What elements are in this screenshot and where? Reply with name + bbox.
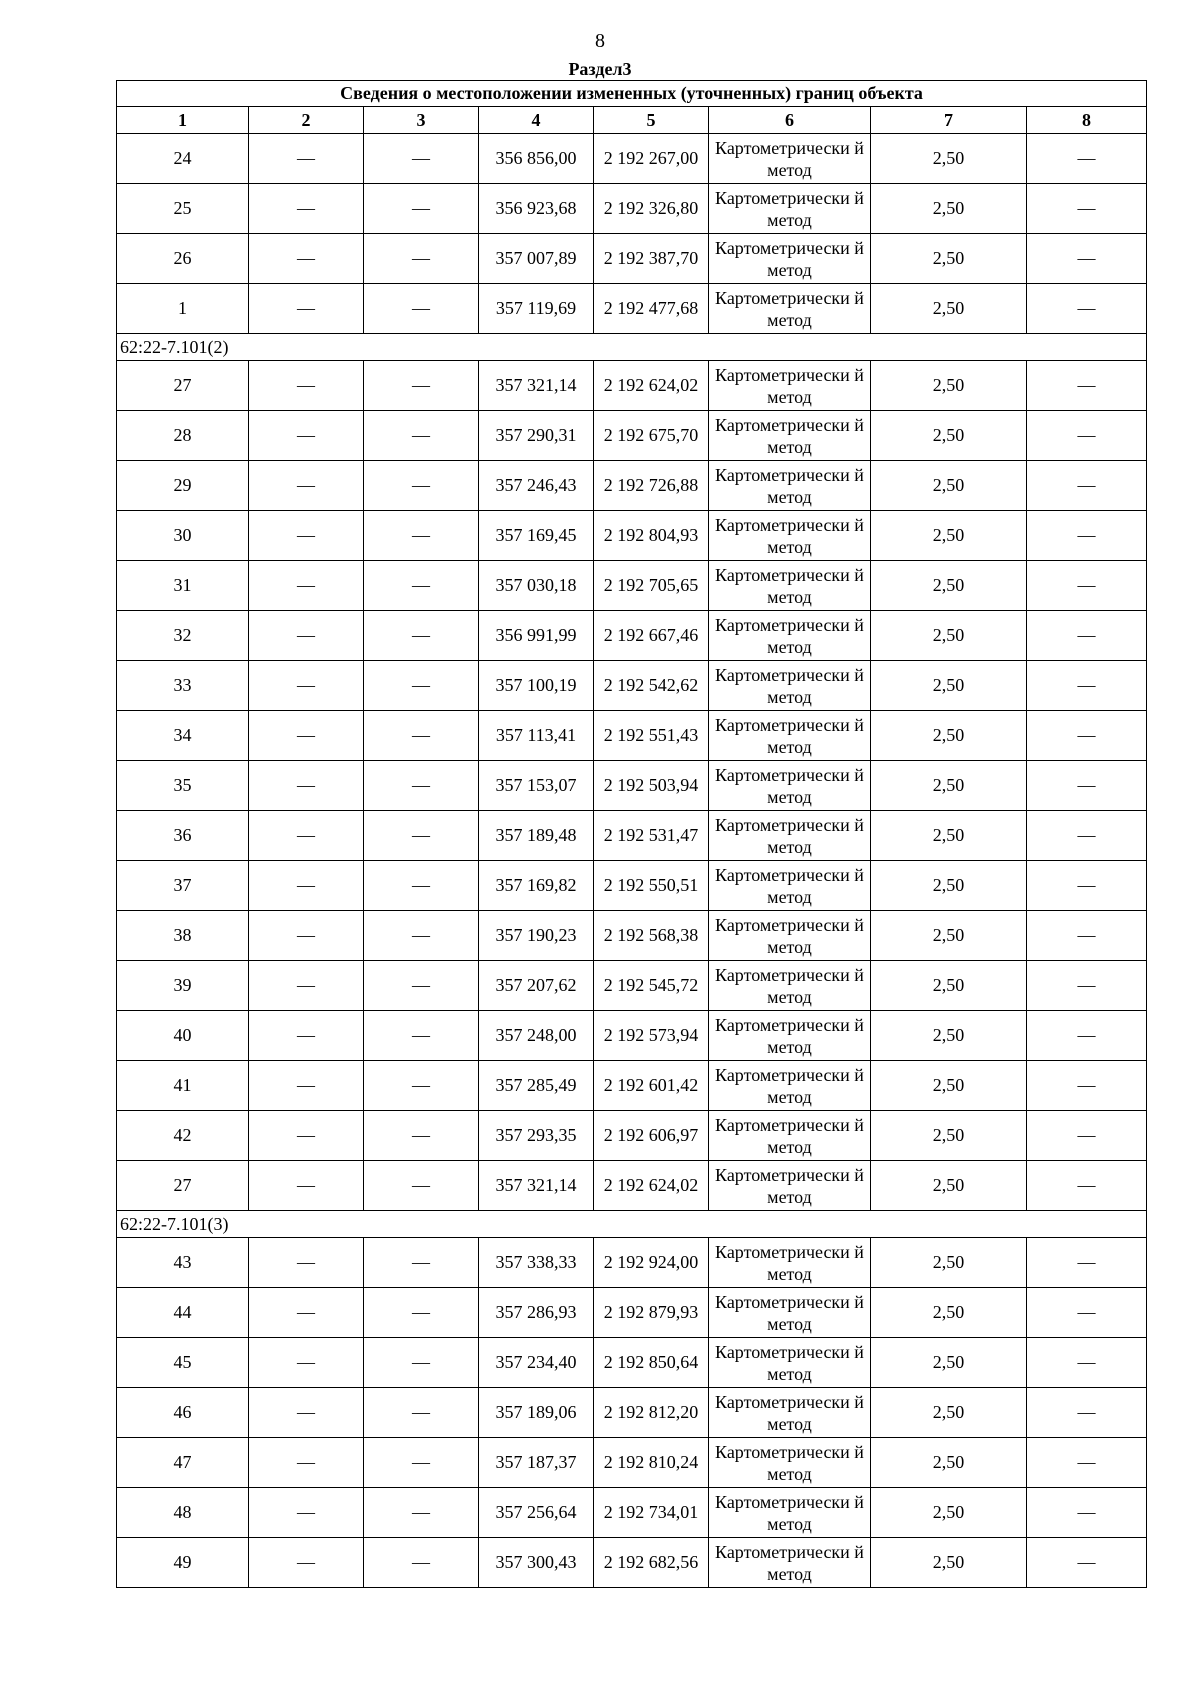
table-row [117, 134, 1147, 184]
x-coordinate-cell: 357 290,31 [479, 411, 594, 461]
y-coordinate-cell: 2 192 503,94 [594, 761, 709, 811]
col8-cell: — [1027, 1111, 1147, 1161]
method-cell: Картометрически й метод [709, 711, 871, 761]
col3-cell: — [364, 761, 479, 811]
col3-cell: — [364, 511, 479, 561]
table-caption: Сведения о местоположении измененных (уточненных) границ объекта [117, 81, 1147, 107]
col3-cell: — [364, 1238, 479, 1288]
col3-cell: — [364, 1388, 479, 1438]
point-number-cell: 46 [117, 1388, 249, 1438]
col3-cell: — [364, 661, 479, 711]
method-cell: Картометрически й метод [709, 1011, 871, 1061]
accuracy-cell: 2,50 [871, 911, 1027, 961]
accuracy-cell: 2,50 [871, 461, 1027, 511]
col2-cell: — [249, 561, 364, 611]
accuracy-cell: 2,50 [871, 1488, 1027, 1538]
table-row [117, 961, 1147, 1011]
point-number-cell: 43 [117, 1238, 249, 1288]
point-number-cell: 44 [117, 1288, 249, 1338]
accuracy-cell: 2,50 [871, 811, 1027, 861]
x-coordinate-cell: 357 189,48 [479, 811, 594, 861]
col2-cell: — [249, 1238, 364, 1288]
col3-cell: — [364, 1011, 479, 1061]
col2-cell: — [249, 761, 364, 811]
table-row [117, 761, 1147, 811]
col8-cell: — [1027, 461, 1147, 511]
col8-cell: — [1027, 1388, 1147, 1438]
col2-cell: — [249, 611, 364, 661]
col2-cell: — [249, 1111, 364, 1161]
y-coordinate-cell: 2 192 624,02 [594, 361, 709, 411]
method-cell: Картометрически й метод [709, 411, 871, 461]
col3-cell: — [364, 1338, 479, 1388]
accuracy-cell: 2,50 [871, 1238, 1027, 1288]
col8-cell: — [1027, 134, 1147, 184]
col3-cell: — [364, 861, 479, 911]
point-number-cell: 24 [117, 134, 249, 184]
table-row [117, 1488, 1147, 1538]
column-header: 7 [871, 107, 1027, 134]
method-cell: Картометрически й метод [709, 961, 871, 1011]
x-coordinate-cell: 357 153,07 [479, 761, 594, 811]
y-coordinate-cell: 2 192 705,65 [594, 561, 709, 611]
point-number-cell: 31 [117, 561, 249, 611]
accuracy-cell: 2,50 [871, 1011, 1027, 1061]
col8-cell: — [1027, 1161, 1147, 1211]
x-coordinate-cell: 357 169,45 [479, 511, 594, 561]
page-number: 8 [595, 30, 605, 52]
accuracy-cell: 2,50 [871, 761, 1027, 811]
col2-cell: — [249, 1011, 364, 1061]
y-coordinate-cell: 2 192 810,24 [594, 1438, 709, 1488]
x-coordinate-cell: 357 113,41 [479, 711, 594, 761]
table-body [117, 134, 1147, 1588]
method-cell: Картометрически й метод [709, 1161, 871, 1211]
column-header: 2 [249, 107, 364, 134]
table-row [117, 561, 1147, 611]
y-coordinate-cell: 2 192 326,80 [594, 184, 709, 234]
y-coordinate-cell: 2 192 924,00 [594, 1238, 709, 1288]
y-coordinate-cell: 2 192 804,93 [594, 511, 709, 561]
method-cell: Картометрически й метод [709, 284, 871, 334]
table-row [117, 1238, 1147, 1288]
col3-cell: — [364, 1061, 479, 1111]
col3-cell: — [364, 411, 479, 461]
table-row [117, 611, 1147, 661]
col8-cell: — [1027, 711, 1147, 761]
col3-cell: — [364, 811, 479, 861]
col2-cell: — [249, 461, 364, 511]
method-cell: Картометрически й метод [709, 1388, 871, 1438]
col8-cell: — [1027, 511, 1147, 561]
method-cell: Картометрически й метод [709, 1538, 871, 1588]
x-coordinate-cell: 357 207,62 [479, 961, 594, 1011]
point-number-cell: 48 [117, 1488, 249, 1538]
x-coordinate-cell: 357 119,69 [479, 284, 594, 334]
table-row [117, 361, 1147, 411]
method-cell: Картометрически й метод [709, 1288, 871, 1338]
method-cell: Картометрически й метод [709, 1438, 871, 1488]
point-number-cell: 28 [117, 411, 249, 461]
point-number-cell: 32 [117, 611, 249, 661]
method-cell: Картометрически й метод [709, 1238, 871, 1288]
group-row [117, 334, 1147, 361]
table-row [117, 184, 1147, 234]
group-row [117, 1211, 1147, 1238]
col2-cell: — [249, 961, 364, 1011]
x-coordinate-cell: 357 256,64 [479, 1488, 594, 1538]
point-number-cell: 45 [117, 1338, 249, 1388]
accuracy-cell: 2,50 [871, 661, 1027, 711]
table-row [117, 1161, 1147, 1211]
y-coordinate-cell: 2 192 601,42 [594, 1061, 709, 1111]
point-number-cell: 37 [117, 861, 249, 911]
table-row [117, 711, 1147, 761]
y-coordinate-cell: 2 192 879,93 [594, 1288, 709, 1338]
table-row [117, 1011, 1147, 1061]
x-coordinate-cell: 356 923,68 [479, 184, 594, 234]
col2-cell: — [249, 184, 364, 234]
y-coordinate-cell: 2 192 606,97 [594, 1111, 709, 1161]
point-number-cell: 26 [117, 234, 249, 284]
col2-cell: — [249, 1338, 364, 1388]
col8-cell: — [1027, 1338, 1147, 1388]
x-coordinate-cell: 357 169,82 [479, 861, 594, 911]
column-header: 8 [1027, 107, 1147, 134]
table-header-row [117, 107, 1147, 134]
col8-cell: — [1027, 1438, 1147, 1488]
accuracy-cell: 2,50 [871, 611, 1027, 661]
point-number-cell: 27 [117, 361, 249, 411]
col2-cell: — [249, 411, 364, 461]
accuracy-cell: 2,50 [871, 1061, 1027, 1111]
x-coordinate-cell: 357 321,14 [479, 361, 594, 411]
col3-cell: — [364, 1438, 479, 1488]
x-coordinate-cell: 357 007,89 [479, 234, 594, 284]
accuracy-cell: 2,50 [871, 961, 1027, 1011]
x-coordinate-cell: 357 286,93 [479, 1288, 594, 1338]
point-number-cell: 34 [117, 711, 249, 761]
col3-cell: — [364, 1538, 479, 1588]
x-coordinate-cell: 357 189,06 [479, 1388, 594, 1438]
col2-cell: — [249, 661, 364, 711]
group-label: 62:22-7.101(2) [117, 334, 1147, 361]
col8-cell: — [1027, 761, 1147, 811]
y-coordinate-cell: 2 192 545,72 [594, 961, 709, 1011]
col2-cell: — [249, 811, 364, 861]
method-cell: Картометрически й метод [709, 811, 871, 861]
point-number-cell: 1 [117, 284, 249, 334]
y-coordinate-cell: 2 192 477,68 [594, 284, 709, 334]
y-coordinate-cell: 2 192 542,62 [594, 661, 709, 711]
table-row [117, 284, 1147, 334]
accuracy-cell: 2,50 [871, 234, 1027, 284]
col3-cell: — [364, 961, 479, 1011]
col8-cell: — [1027, 911, 1147, 961]
col3-cell: — [364, 1161, 479, 1211]
accuracy-cell: 2,50 [871, 411, 1027, 461]
table-row [117, 461, 1147, 511]
col3-cell: — [364, 461, 479, 511]
table-row [117, 1061, 1147, 1111]
x-coordinate-cell: 356 856,00 [479, 134, 594, 184]
point-number-cell: 38 [117, 911, 249, 961]
y-coordinate-cell: 2 192 573,94 [594, 1011, 709, 1061]
y-coordinate-cell: 2 192 726,88 [594, 461, 709, 511]
table-row [117, 234, 1147, 284]
col2-cell: — [249, 1061, 364, 1111]
table-row [117, 511, 1147, 561]
col3-cell: — [364, 1288, 479, 1338]
accuracy-cell: 2,50 [871, 184, 1027, 234]
table-row [117, 911, 1147, 961]
col8-cell: — [1027, 1288, 1147, 1338]
point-number-cell: 40 [117, 1011, 249, 1061]
accuracy-cell: 2,50 [871, 561, 1027, 611]
col8-cell: — [1027, 811, 1147, 861]
y-coordinate-cell: 2 192 667,46 [594, 611, 709, 661]
table-row [117, 661, 1147, 711]
method-cell: Картометрически й метод [709, 1061, 871, 1111]
method-cell: Картометрически й метод [709, 184, 871, 234]
col2-cell: — [249, 1161, 364, 1211]
x-coordinate-cell: 357 300,43 [479, 1538, 594, 1588]
method-cell: Картометрически й метод [709, 234, 871, 284]
accuracy-cell: 2,50 [871, 1388, 1027, 1438]
col8-cell: — [1027, 1011, 1147, 1061]
col2-cell: — [249, 511, 364, 561]
point-number-cell: 27 [117, 1161, 249, 1211]
accuracy-cell: 2,50 [871, 1288, 1027, 1338]
y-coordinate-cell: 2 192 624,02 [594, 1161, 709, 1211]
point-number-cell: 25 [117, 184, 249, 234]
y-coordinate-cell: 2 192 812,20 [594, 1388, 709, 1438]
table-row [117, 1438, 1147, 1488]
col3-cell: — [364, 1111, 479, 1161]
method-cell: Картометрически й метод [709, 461, 871, 511]
col2-cell: — [249, 234, 364, 284]
y-coordinate-cell: 2 192 551,43 [594, 711, 709, 761]
col8-cell: — [1027, 284, 1147, 334]
x-coordinate-cell: 357 234,40 [479, 1338, 594, 1388]
method-cell: Картометрически й метод [709, 911, 871, 961]
table-row [117, 1538, 1147, 1588]
accuracy-cell: 2,50 [871, 361, 1027, 411]
col8-cell: — [1027, 861, 1147, 911]
col3-cell: — [364, 134, 479, 184]
method-cell: Картометрически й метод [709, 861, 871, 911]
method-cell: Картометрически й метод [709, 561, 871, 611]
column-header: 3 [364, 107, 479, 134]
accuracy-cell: 2,50 [871, 1538, 1027, 1588]
col2-cell: — [249, 1438, 364, 1488]
accuracy-cell: 2,50 [871, 1338, 1027, 1388]
col8-cell: — [1027, 661, 1147, 711]
column-header: 1 [117, 107, 249, 134]
col3-cell: — [364, 284, 479, 334]
point-number-cell: 36 [117, 811, 249, 861]
x-coordinate-cell: 357 338,33 [479, 1238, 594, 1288]
col2-cell: — [249, 711, 364, 761]
accuracy-cell: 2,50 [871, 1111, 1027, 1161]
x-coordinate-cell: 357 100,19 [479, 661, 594, 711]
y-coordinate-cell: 2 192 734,01 [594, 1488, 709, 1538]
y-coordinate-cell: 2 192 550,51 [594, 861, 709, 911]
point-number-cell: 47 [117, 1438, 249, 1488]
method-cell: Картометрически й метод [709, 611, 871, 661]
accuracy-cell: 2,50 [871, 1438, 1027, 1488]
col3-cell: — [364, 611, 479, 661]
y-coordinate-cell: 2 192 850,64 [594, 1338, 709, 1388]
col2-cell: — [249, 284, 364, 334]
x-coordinate-cell: 357 321,14 [479, 1161, 594, 1211]
col2-cell: — [249, 1488, 364, 1538]
y-coordinate-cell: 2 192 387,70 [594, 234, 709, 284]
col8-cell: — [1027, 1538, 1147, 1588]
accuracy-cell: 2,50 [871, 1161, 1027, 1211]
point-number-cell: 39 [117, 961, 249, 1011]
col3-cell: — [364, 184, 479, 234]
col2-cell: — [249, 134, 364, 184]
table-row [117, 1388, 1147, 1438]
col2-cell: — [249, 1388, 364, 1438]
method-cell: Картометрически й метод [709, 761, 871, 811]
y-coordinate-cell: 2 192 675,70 [594, 411, 709, 461]
y-coordinate-cell: 2 192 531,47 [594, 811, 709, 861]
column-header: 4 [479, 107, 594, 134]
col3-cell: — [364, 1488, 479, 1538]
x-coordinate-cell: 357 190,23 [479, 911, 594, 961]
col8-cell: — [1027, 961, 1147, 1011]
col2-cell: — [249, 1538, 364, 1588]
col8-cell: — [1027, 234, 1147, 284]
y-coordinate-cell: 2 192 682,56 [594, 1538, 709, 1588]
x-coordinate-cell: 357 246,43 [479, 461, 594, 511]
point-number-cell: 35 [117, 761, 249, 811]
point-number-cell: 49 [117, 1538, 249, 1588]
method-cell: Картометрически й метод [709, 511, 871, 561]
method-cell: Картометрически й метод [709, 661, 871, 711]
col3-cell: — [364, 361, 479, 411]
col8-cell: — [1027, 411, 1147, 461]
accuracy-cell: 2,50 [871, 711, 1027, 761]
x-coordinate-cell: 357 187,37 [479, 1438, 594, 1488]
method-cell: Картометрически й метод [709, 361, 871, 411]
section-title: Раздел3 [568, 59, 632, 79]
col2-cell: — [249, 361, 364, 411]
table-row [117, 1338, 1147, 1388]
point-number-cell: 41 [117, 1061, 249, 1111]
col8-cell: — [1027, 1238, 1147, 1288]
method-cell: Картометрически й метод [709, 1488, 871, 1538]
col8-cell: — [1027, 611, 1147, 661]
col8-cell: — [1027, 184, 1147, 234]
col8-cell: — [1027, 1488, 1147, 1538]
method-cell: Картометрически й метод [709, 1338, 871, 1388]
point-number-cell: 29 [117, 461, 249, 511]
x-coordinate-cell: 356 991,99 [479, 611, 594, 661]
col8-cell: — [1027, 561, 1147, 611]
point-number-cell: 42 [117, 1111, 249, 1161]
group-label: 62:22-7.101(3) [117, 1211, 1147, 1238]
method-cell: Картометрически й метод [709, 1111, 871, 1161]
column-header: 5 [594, 107, 709, 134]
method-cell: Картометрически й метод [709, 134, 871, 184]
coordinates-table [116, 80, 1147, 1588]
col8-cell: — [1027, 1061, 1147, 1111]
y-coordinate-cell: 2 192 267,00 [594, 134, 709, 184]
x-coordinate-cell: 357 285,49 [479, 1061, 594, 1111]
col3-cell: — [364, 234, 479, 284]
accuracy-cell: 2,50 [871, 134, 1027, 184]
col2-cell: — [249, 911, 364, 961]
table-row [117, 811, 1147, 861]
x-coordinate-cell: 357 293,35 [479, 1111, 594, 1161]
table-row [117, 861, 1147, 911]
col8-cell: — [1027, 361, 1147, 411]
table-row [117, 1288, 1147, 1338]
point-number-cell: 30 [117, 511, 249, 561]
x-coordinate-cell: 357 248,00 [479, 1011, 594, 1061]
accuracy-cell: 2,50 [871, 511, 1027, 561]
accuracy-cell: 2,50 [871, 284, 1027, 334]
col3-cell: — [364, 711, 479, 761]
col2-cell: — [249, 1288, 364, 1338]
table-row [117, 1111, 1147, 1161]
column-header: 6 [709, 107, 871, 134]
col3-cell: — [364, 911, 479, 961]
y-coordinate-cell: 2 192 568,38 [594, 911, 709, 961]
x-coordinate-cell: 357 030,18 [479, 561, 594, 611]
table-row [117, 411, 1147, 461]
accuracy-cell: 2,50 [871, 861, 1027, 911]
col3-cell: — [364, 561, 479, 611]
point-number-cell: 33 [117, 661, 249, 711]
col2-cell: — [249, 861, 364, 911]
